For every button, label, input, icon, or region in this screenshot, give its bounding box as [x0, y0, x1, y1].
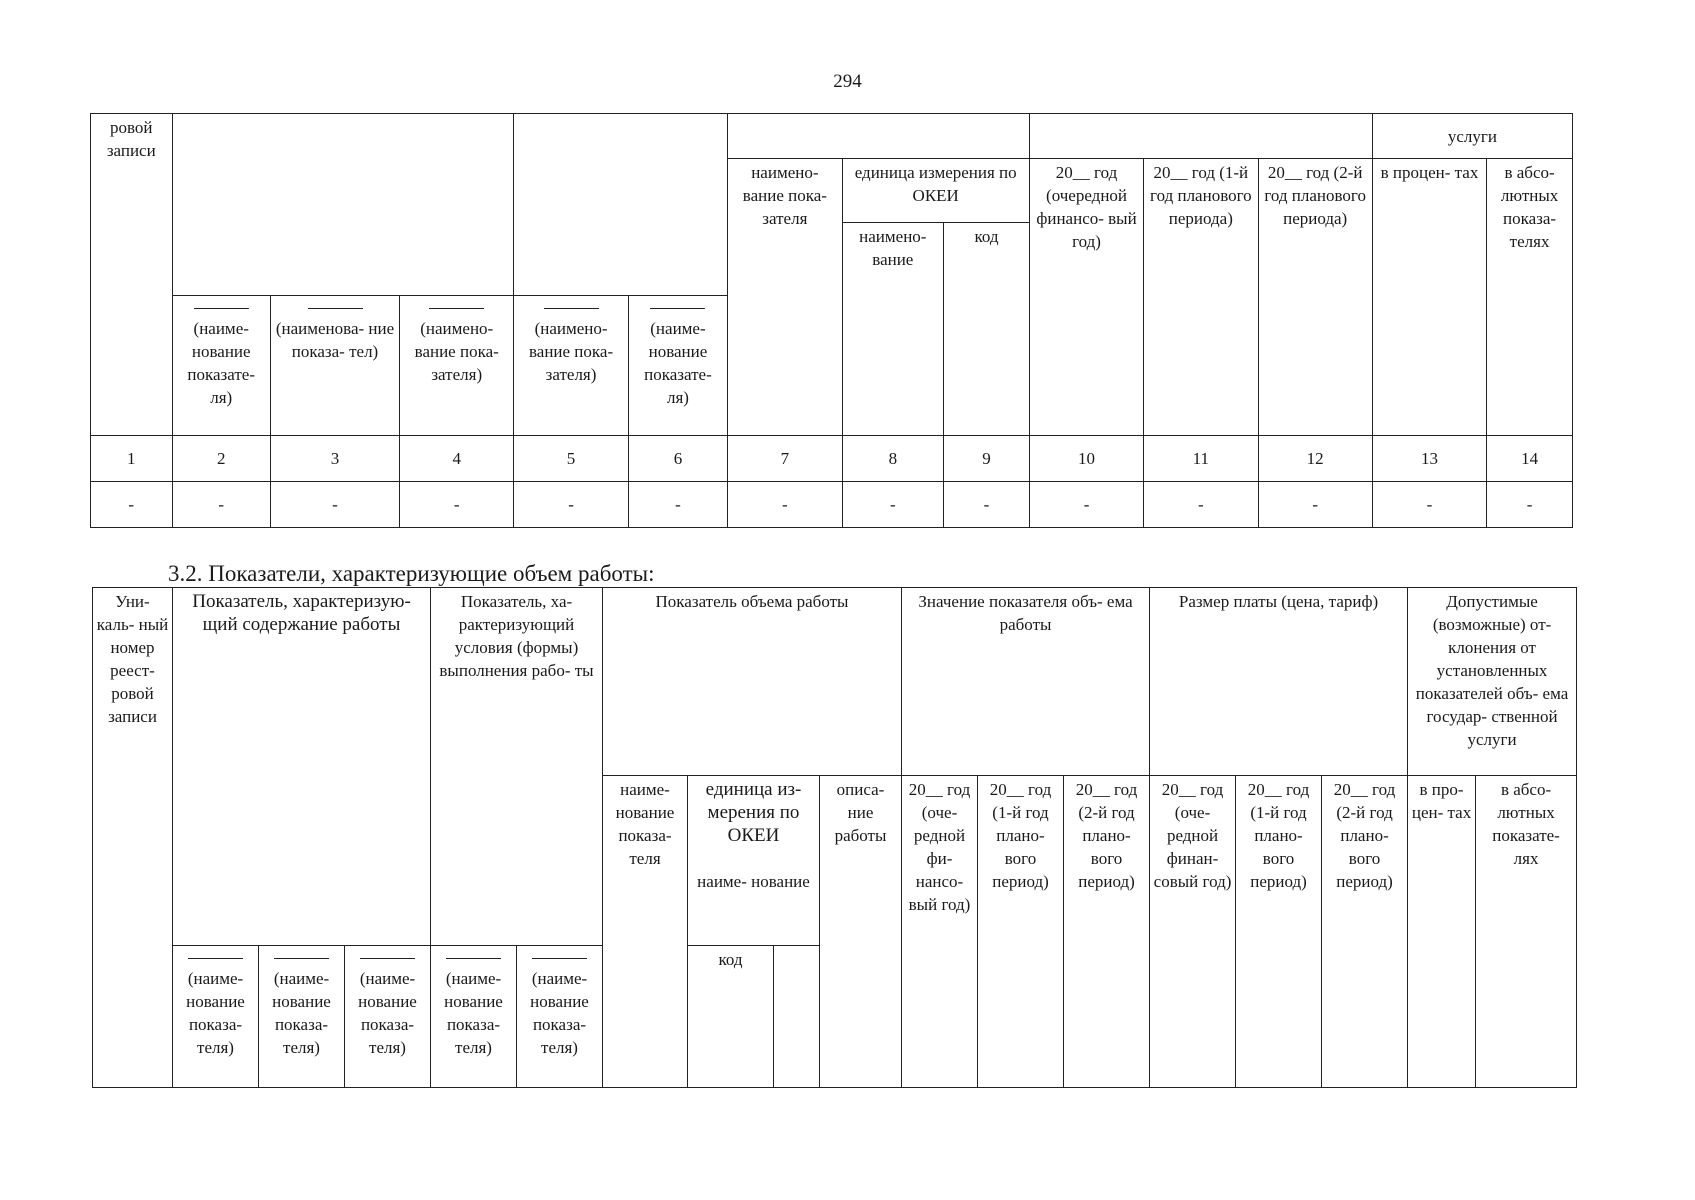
- dash-cell: -: [944, 482, 1030, 528]
- cell-content-header: [172, 114, 514, 296]
- number-cell: 5: [514, 436, 628, 482]
- cell-indicator-header: [728, 114, 1030, 159]
- cell-indicator-name: наиме- нование показа- теля: [603, 776, 688, 1088]
- number-cell: 7: [728, 436, 842, 482]
- number-cell: 14: [1487, 436, 1573, 482]
- cell-year-plan1: 20__ год (1-й год планового периода): [1144, 159, 1258, 436]
- cell-year-next: 20__ год (очередной финансо- вый год): [1029, 159, 1143, 436]
- cell-name-6: (наиме- нование показа- теля): [517, 946, 603, 1088]
- cell-unique-registry-number: Уни- каль- ный номер реест- ровой записи: [93, 588, 173, 1088]
- cell-work-volume-value: Значение показателя объ- ема работы: [902, 588, 1150, 776]
- cell-fee-year-plan2: 20__ год (2-й год плано- вого период): [1322, 776, 1408, 1088]
- cell-name-5: (наиме- нование показа- теля): [431, 946, 517, 1088]
- cell-deviation-percent: в про- цен- тах: [1408, 776, 1476, 1088]
- cell-deviation-absolute: в абсо- лютных показате- лях: [1476, 776, 1577, 1088]
- number-cell: 11: [1144, 436, 1258, 482]
- cell-allowed-deviations: Допустимые (возможные) от- клонения от установленных показателей объ- ема государ- ственной услуги: [1408, 588, 1577, 776]
- cell-services-header: услуги: [1372, 114, 1572, 159]
- number-cell: 9: [944, 436, 1030, 482]
- cell-name-4: (наимено- вание пока- зателя): [400, 296, 514, 436]
- dash-cell: -: [400, 482, 514, 528]
- cell-value-year-plan1: 20__ год (1-й год плано- вого период): [978, 776, 1064, 1088]
- cell-name-2: (наиме- нование показате- ля): [172, 296, 270, 436]
- cell-name-3: (наименова- ние показа- тел): [270, 296, 399, 436]
- cell-work-conditions-indicator: Показатель, ха- рактеризующий условия (формы) выполнения рабо- ты: [431, 588, 603, 946]
- cell-unit-code-value: [774, 946, 820, 1088]
- cell-work-content-indicator: Показатель, характеризую- щий содержание работы: [173, 588, 431, 946]
- cell-unit-code: код: [688, 946, 774, 1088]
- cell-percent: в процен- тах: [1372, 159, 1486, 436]
- cell-name-6: (наиме- нование показате- ля): [628, 296, 728, 436]
- dash-cell: -: [270, 482, 399, 528]
- number-cell: 13: [1372, 436, 1486, 482]
- dash-cell: -: [1029, 482, 1143, 528]
- cell-fee-year-next: 20__ год (оче- редной финан- совый год): [1150, 776, 1236, 1088]
- number-cell: 1: [91, 436, 173, 482]
- number-cell: 10: [1029, 436, 1143, 482]
- cell-unit-name: наимено- вание: [842, 223, 944, 436]
- cell-work-volume-indicator: Показатель объема работы: [603, 588, 902, 776]
- number-cell: 8: [842, 436, 944, 482]
- table-work-volume-indicators: [92, 587, 1577, 1088]
- dash-cell: -: [172, 482, 270, 528]
- table-quality-indicators-continued: [90, 113, 1573, 528]
- dash-cell: -: [91, 482, 173, 528]
- dash-cell: -: [1487, 482, 1573, 528]
- dash-cell: -: [1372, 482, 1486, 528]
- cell-value-year-next: 20__ год (оче- редной фи- нансо- вый год): [902, 776, 978, 1088]
- cell-work-description: описа- ние работы: [820, 776, 902, 1088]
- cell-fee-size: Размер платы (цена, тариф): [1150, 588, 1408, 776]
- cell-year-plan2: 20__ год (2-й год планового периода): [1258, 159, 1372, 436]
- number-cell: 3: [270, 436, 399, 482]
- dash-cell: -: [514, 482, 628, 528]
- number-cell: 4: [400, 436, 514, 482]
- cell-absolute: в абсо- лютных показа- телях: [1487, 159, 1573, 436]
- number-cell: 6: [628, 436, 728, 482]
- number-cell: 2: [172, 436, 270, 482]
- cell-fee-year-plan1: 20__ год (1-й год плано- вого период): [1236, 776, 1322, 1088]
- page-number: 294: [833, 71, 862, 92]
- cell-name-2: (наиме- нование показа- теля): [173, 946, 259, 1088]
- cell-registry-record: ровой записи: [91, 114, 173, 436]
- dash-cell: -: [842, 482, 944, 528]
- dash-cell: -: [1258, 482, 1372, 528]
- cell-name-3: (наиме- нование показа- теля): [259, 946, 345, 1088]
- dash-cell: -: [728, 482, 842, 528]
- cell-value-year-plan2: 20__ год (2-й год плано- вого период): [1064, 776, 1150, 1088]
- cell-indicator-name: наимено- вание пока- зателя: [728, 159, 842, 436]
- cell-unit-okei: единица из- мерения по ОКЕИ наиме- нование: [688, 776, 820, 946]
- cell-unit-code: код: [944, 223, 1030, 436]
- dash-cell: -: [1144, 482, 1258, 528]
- cell-name-5: (наимено- вание пока- зателя): [514, 296, 628, 436]
- cell-unit-okei: единица измерения по ОКЕИ: [842, 159, 1029, 223]
- section-title: 3.2. Показатели, характеризующие объем работы:: [168, 561, 655, 586]
- cell-name-4: (наиме- нование показа- теля): [345, 946, 431, 1088]
- cell-value-header: [1029, 114, 1372, 159]
- number-cell: 12: [1258, 436, 1372, 482]
- cell-conditions-header: [514, 114, 728, 296]
- dash-cell: -: [628, 482, 728, 528]
